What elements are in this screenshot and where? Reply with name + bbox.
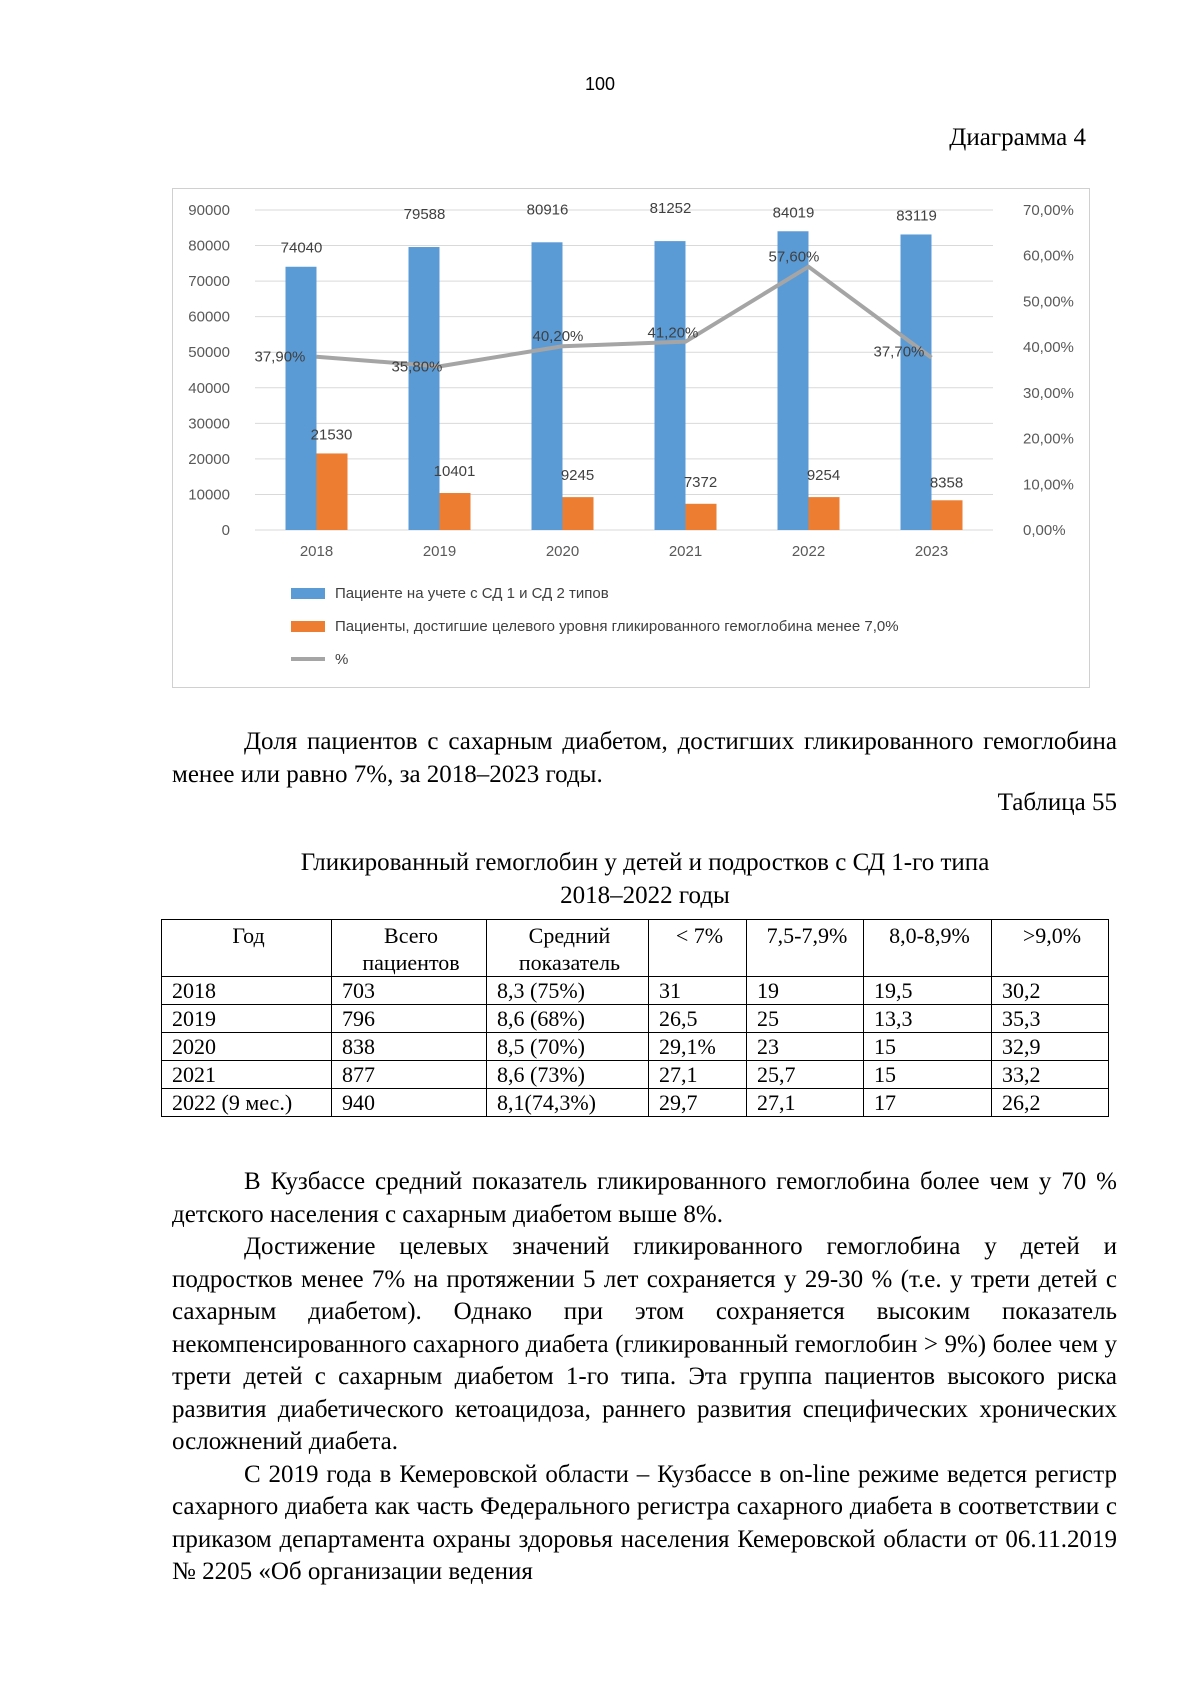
data-label-registered: 84019 <box>772 204 815 222</box>
table-cell: 26,5 <box>649 1005 747 1033</box>
table-cell: 32,9 <box>992 1033 1109 1061</box>
header-year: Год <box>162 920 332 977</box>
table-cell: 19 <box>747 977 864 1005</box>
data-label-registered: 74040 <box>280 239 323 257</box>
paragraph-register: С 2019 года в Кемеровской области – Кузбассе в on-line режиме ведется регистр сахарного диабета как часть Федерального регистра сахарного диабета в соответствии с приказом департамента охраны здоровья населения Кемеровской области от 06.11.2019 № 2205 «Об организации ведения <box>172 1460 1117 1585</box>
data-label-registered: 79588 <box>403 206 446 224</box>
table-cell: 13,3 <box>864 1005 992 1033</box>
table-cell: 35,3 <box>992 1005 1109 1033</box>
table-cell: 8,6 (68%) <box>487 1005 649 1033</box>
data-label-target: 9254 <box>806 467 841 485</box>
paragraph-targets: Достижение целевых значений гликированного гемоглобина у детей и подростков менее 7% на протяжении 5 лет сохраняется у 29-30 % (т.е. у трети детей с сахарным диабетом). Однако при этом сохраняется высоким показатель некомпенсированного сахарного диабета (гликированный гемоглобин > 9%) более чем у трети детей с сахарным диабетом 1-го типа. Эта группа пациентов высокого риска развития диабетического кетоацидоза, раннего развития специфических хронических осложнений диабета. <box>172 1233 1117 1455</box>
y2-tick-label: 60,00% <box>1023 247 1074 265</box>
table-title-line2: 2018–2022 годы <box>560 882 730 909</box>
table-cell: 877 <box>332 1061 487 1089</box>
y-tick-label: 30000 <box>188 415 230 433</box>
chart-container <box>172 188 1090 688</box>
data-label-percent: 41,20% <box>647 324 699 342</box>
bar-patients-registered <box>409 247 440 530</box>
table-cell: 29,7 <box>649 1089 747 1117</box>
table-title <box>150 846 1140 912</box>
table-cell: 29,1% <box>649 1033 747 1061</box>
data-label-target: 8358 <box>929 474 964 492</box>
y2-tick-label: 0,00% <box>1023 522 1066 539</box>
data-label-registered: 80916 <box>526 201 569 219</box>
table-cell: 8,5 (70%) <box>487 1033 649 1061</box>
hba1c-table <box>161 919 1109 1117</box>
bar-patients-target <box>686 504 717 530</box>
diagram-label: Диаграмма 4 <box>949 124 1086 151</box>
y-tick-label: 20000 <box>188 450 230 468</box>
table-cell: 940 <box>332 1089 487 1117</box>
table-cell: 2018 <box>162 977 332 1005</box>
bar-patients-registered <box>532 242 563 530</box>
table-cell: 27,1 <box>649 1061 747 1089</box>
bar-patients-target <box>932 500 963 530</box>
bar-patients-registered <box>901 234 932 530</box>
bar-line-chart <box>173 189 1091 689</box>
y-tick-label: 90000 <box>188 202 230 219</box>
legend-label-registered: Пациенте на учете с СД 1 и СД 2 типов <box>335 585 609 602</box>
data-label-percent: 37,90% <box>254 348 306 366</box>
bar-patients-target <box>809 497 840 530</box>
table-cell: 23 <box>747 1033 864 1061</box>
y-tick-label: 0 <box>221 522 230 539</box>
table-cell: 8,1(74,3%) <box>487 1089 649 1117</box>
data-label-target: 7372 <box>683 473 718 491</box>
table-row <box>162 1033 1109 1061</box>
table-cell: 31 <box>649 977 747 1005</box>
table-label: Таблица 55 <box>997 789 1117 816</box>
table-cell: 17 <box>864 1089 992 1117</box>
bar-patients-target <box>440 493 471 530</box>
table-cell: 19,5 <box>864 977 992 1005</box>
legend-label-target: Пациенты, достигшие целевого уровня гликированного гемоглобина менее 7,0% <box>335 618 899 635</box>
data-label-registered: 83119 <box>896 207 937 225</box>
header-lt7: < 7% <box>649 920 747 977</box>
x-tick-label: 2020 <box>545 543 580 560</box>
header-total: Всего пациентов <box>332 920 487 977</box>
table-cell: 838 <box>332 1033 487 1061</box>
header-75-79: 7,5-7,9% <box>747 920 864 977</box>
y2-tick-label: 20,00% <box>1023 430 1074 448</box>
table-cell: 33,2 <box>992 1061 1109 1089</box>
y-tick-label: 50000 <box>188 344 230 362</box>
table-cell: 796 <box>332 1005 487 1033</box>
bar-patients-registered <box>655 241 686 530</box>
legend-label-percent: % <box>335 651 349 668</box>
y2-tick-label: 70,00% <box>1023 202 1074 219</box>
table-cell: 15 <box>864 1033 992 1061</box>
table-cell: 8,3 (75%) <box>487 977 649 1005</box>
header-gt9: >9,0% <box>992 920 1109 977</box>
y2-tick-label: 40,00% <box>1023 339 1074 357</box>
bar-patients-target <box>563 497 594 530</box>
table-cell: 25 <box>747 1005 864 1033</box>
y2-tick-label: 50,00% <box>1023 293 1074 311</box>
table-cell: 25,7 <box>747 1061 864 1089</box>
legend-swatch-registered <box>291 588 325 599</box>
table-cell: 26,2 <box>992 1089 1109 1117</box>
table-row <box>162 1089 1109 1117</box>
paragraph-kuzbass: В Кузбассе средний показатель гликированного гемоглобина более чем у 70 % детского населения с сахарным диабетом выше 8%. <box>172 1168 1117 1228</box>
header-80-89: 8,0-8,9% <box>864 920 992 977</box>
y-tick-label: 70000 <box>188 273 230 291</box>
table-cell: 2020 <box>162 1033 332 1061</box>
header-average: Средний показатель <box>487 920 649 977</box>
table-row <box>162 1061 1109 1089</box>
table-cell: 30,2 <box>992 977 1109 1005</box>
y-tick-label: 10000 <box>188 486 230 504</box>
data-label-percent: 35,80% <box>391 358 443 376</box>
paragraph-share: Доля пациентов с сахарным диабетом, достигших гликированного гемоглобина менее или равно 7%, за 2018–2023 годы. <box>172 728 1117 788</box>
x-tick-label: 2023 <box>914 543 949 560</box>
data-label-percent: 57,60% <box>768 248 820 266</box>
table-cell: 2021 <box>162 1061 332 1089</box>
legend-swatch-target <box>291 621 325 632</box>
y2-tick-label: 30,00% <box>1023 384 1074 402</box>
table-cell: 15 <box>864 1061 992 1089</box>
y-tick-label: 60000 <box>188 308 230 326</box>
table-cell: 8,6 (73%) <box>487 1061 649 1089</box>
table-cell: 2019 <box>162 1005 332 1033</box>
table-title-line1: Гликированный гемоглобин у детей и подростков с СД 1-го типа <box>300 849 990 876</box>
page-number: 100 <box>584 74 616 94</box>
bar-patients-target <box>317 453 348 530</box>
data-label-percent: 37,70% <box>873 343 925 361</box>
table-row <box>162 977 1109 1005</box>
y-tick-label: 80000 <box>188 237 230 255</box>
table-cell: 27,1 <box>747 1089 864 1117</box>
data-label-registered: 81252 <box>649 200 692 218</box>
data-label-target: 21530 <box>310 426 353 444</box>
data-label-target: 9245 <box>560 467 595 485</box>
bar-patients-registered <box>286 267 317 530</box>
table-header-row <box>162 920 1109 977</box>
table-row <box>162 1005 1109 1033</box>
x-tick-label: 2021 <box>668 543 703 560</box>
data-label-percent: 40,20% <box>532 328 584 346</box>
y-tick-label: 40000 <box>188 379 230 397</box>
table-cell: 2022 (9 мес.) <box>162 1089 332 1117</box>
data-label-target: 10401 <box>433 463 476 481</box>
x-tick-label: 2019 <box>422 543 457 560</box>
y2-tick-label: 10,00% <box>1023 476 1074 494</box>
x-tick-label: 2022 <box>791 543 826 560</box>
table-cell: 703 <box>332 977 487 1005</box>
body-text <box>172 1166 1117 1589</box>
x-tick-label: 2018 <box>299 543 334 560</box>
